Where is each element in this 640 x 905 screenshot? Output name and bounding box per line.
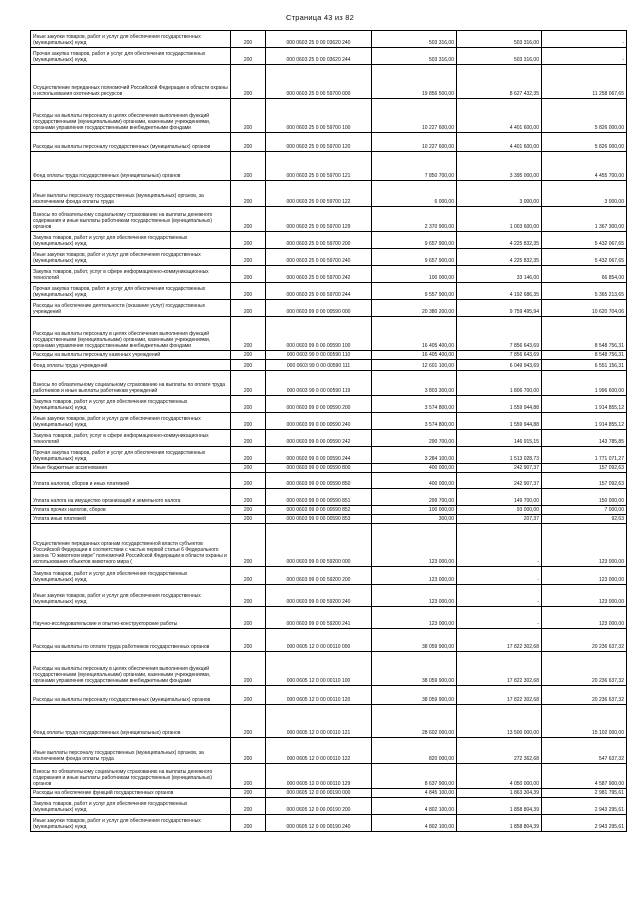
budget-classification-cell: 000 0605 12 0 00 00110 100 (266, 652, 372, 686)
expense-name-cell: Осуществление переданных полномочий Российской Федерации в области охраны и использования охотничьих ресурсов (31, 65, 231, 99)
unexecuted-amount-cell: 123 000,00 (542, 607, 627, 629)
table-row (31, 31, 627, 48)
table-row (31, 283, 627, 300)
expense-name-cell: Иные закупки товаров, работ и услуг для обеспечения государственных (муниципальных) нужд (31, 413, 231, 430)
budget-classification-cell: 000 0603 99 0 00 00590 100 (266, 317, 372, 351)
expense-name-cell: Расходы на обеспечение функций государственных органов (31, 789, 231, 798)
budget-classification-cell: 000 0603 99 0 00 00590 851 (266, 489, 372, 506)
executed-amount-cell: 17 822 302,68 (457, 629, 542, 652)
line-code-cell: 200 (231, 413, 266, 430)
table-row (31, 798, 627, 815)
approved-amount-cell: 9 657 900,00 (372, 232, 457, 249)
executed-amount-cell: 9 759 495,94 (457, 300, 542, 317)
executed-amount-cell: 8 627 432,35 (457, 65, 542, 99)
budget-classification-cell: 000 0605 12 0 00 00110 120 (266, 686, 372, 705)
budget-classification-cell: 000 0603 25 0 00 59700 200 (266, 232, 372, 249)
line-code-cell: 200 (231, 473, 266, 489)
line-code-cell: 200 (231, 567, 266, 585)
line-code-cell: 200 (231, 152, 266, 181)
expense-name-cell: Иные закупки товаров, работ и услуг для обеспечения государственных (муниципальных) нужд (31, 249, 231, 266)
unexecuted-amount-cell: 1 914 855,12 (542, 396, 627, 413)
executed-amount-cell: 242 907,37 (457, 464, 542, 473)
executed-amount-cell: 503 316,00 (457, 48, 542, 65)
table-row (31, 515, 627, 524)
table-row (31, 152, 627, 181)
table-row (31, 232, 627, 249)
budget-classification-cell: 000 0603 25 0 00 59700 000 (266, 65, 372, 99)
budget-execution-table (30, 30, 627, 832)
unexecuted-amount-cell: 15 102 000,00 (542, 705, 627, 738)
table-row (31, 48, 627, 65)
line-code-cell: 200 (231, 738, 266, 764)
budget-classification-cell: 000 0603 99 0 00 59200 200 (266, 567, 372, 585)
expense-name-cell: Закупка товаров, работ и услуг для обеспечения государственных (муниципальных) нужд (31, 232, 231, 249)
unexecuted-amount-cell: 143 785,85 (542, 430, 627, 447)
approved-amount-cell: 16 405 400,00 (372, 317, 457, 351)
executed-amount-cell: - (457, 567, 542, 585)
unexecuted-amount-cell: 20 236 637,32 (542, 629, 627, 652)
expense-name-cell: Закупка товаров, работ, услуг в сфере информационно-коммуникационных технологий (31, 266, 231, 283)
approved-amount-cell: 20 380 200,00 (372, 300, 457, 317)
approved-amount-cell: 16 405 400,00 (372, 351, 457, 360)
unexecuted-amount-cell: 2 981 795,61 (542, 789, 627, 798)
table-row (31, 249, 627, 266)
unexecuted-amount-cell: 157 092,63 (542, 473, 627, 489)
executed-amount-cell: 1 863 304,39 (457, 789, 542, 798)
approved-amount-cell: 28 602 000,00 (372, 705, 457, 738)
table-row (31, 133, 627, 152)
executed-amount-cell: 4 401 600,00 (457, 99, 542, 133)
executed-amount-cell: 1 858 804,39 (457, 815, 542, 832)
unexecuted-amount-cell: - (542, 31, 627, 48)
expense-name-cell: Расходы на выплаты персоналу государственных (муниципальных) органов (31, 686, 231, 705)
table-row (31, 351, 627, 360)
unexecuted-amount-cell: 150 000,00 (542, 489, 627, 506)
line-code-cell: 200 (231, 207, 266, 232)
line-code-cell: 200 (231, 464, 266, 473)
budget-classification-cell: 000 0603 99 0 00 00590 240 (266, 413, 372, 430)
expense-name-cell: Уплата иных платежей (31, 515, 231, 524)
budget-classification-cell: 000 0605 12 0 00 00110 000 (266, 629, 372, 652)
table-row (31, 506, 627, 515)
budget-classification-cell: 000 0603 99 0 00 00590 244 (266, 447, 372, 464)
expense-name-cell: Научно-исследовательские и опытно-конструкторские работы (31, 607, 231, 629)
expense-name-cell: Закупка товаров, работ и услуг для обеспечения государственных (муниципальных) нужд (31, 396, 231, 413)
expense-name-cell: Закупка товаров, работ и услуг для обеспечения государственных (муниципальных) нужд (31, 798, 231, 815)
table-row (31, 371, 627, 396)
unexecuted-amount-cell: 157 092,63 (542, 464, 627, 473)
line-code-cell: 200 (231, 396, 266, 413)
approved-amount-cell: 7 850 700,00 (372, 152, 457, 181)
unexecuted-amount-cell: 20 236 637,32 (542, 686, 627, 705)
budget-classification-cell: 000 0605 12 0 00 00190 200 (266, 798, 372, 815)
approved-amount-cell: 123 000,00 (372, 524, 457, 567)
executed-amount-cell: - (457, 585, 542, 607)
table-row (31, 652, 627, 686)
budget-classification-cell: 000 0603 25 0 00 03620 244 (266, 48, 372, 65)
executed-amount-cell: 1 858 804,39 (457, 798, 542, 815)
table-row (31, 65, 627, 99)
unexecuted-amount-cell: 4 587 900,00 (542, 764, 627, 789)
approved-amount-cell: 123 000,00 (372, 607, 457, 629)
budget-classification-cell: 000 0603 25 0 00 59700 240 (266, 249, 372, 266)
executed-amount-cell: 13 500 000,00 (457, 705, 542, 738)
expense-name-cell: Иные выплаты персоналу государственных (муниципальных) органов, за исключением фонда оплаты труда (31, 181, 231, 207)
executed-amount-cell: 149 700,00 (457, 489, 542, 506)
executed-amount-cell: 1 513 028,73 (457, 447, 542, 464)
expense-name-cell: Иные бюджетные ассигнования (31, 464, 231, 473)
line-code-cell: 200 (231, 283, 266, 300)
expense-name-cell: Прочая закупка товаров, работ и услуг для обеспечения государственных (муниципальных) нужд (31, 48, 231, 65)
executed-amount-cell: 503 316,00 (457, 31, 542, 48)
table-row (31, 789, 627, 798)
budget-classification-cell: 000 0605 12 0 00 00110 129 (266, 764, 372, 789)
unexecuted-amount-cell: 547 637,32 (542, 738, 627, 764)
unexecuted-amount-cell: 6 551 156,31 (542, 360, 627, 371)
approved-amount-cell: 19 856 500,00 (372, 65, 457, 99)
unexecuted-amount-cell: 1 914 855,12 (542, 413, 627, 430)
table-row (31, 705, 627, 738)
line-code-cell: 200 (231, 133, 266, 152)
line-code-cell: 200 (231, 232, 266, 249)
budget-classification-cell: 000 0603 25 0 00 59700 122 (266, 181, 372, 207)
line-code-cell: 200 (231, 249, 266, 266)
unexecuted-amount-cell: 1 771 071,27 (542, 447, 627, 464)
approved-amount-cell: 4 802 100,00 (372, 798, 457, 815)
line-code-cell: 200 (231, 430, 266, 447)
approved-amount-cell: 3 574 800,00 (372, 413, 457, 430)
expense-name-cell: Иные закупки товаров, работ и услуг для обеспечения государственных (муниципальных) нужд (31, 585, 231, 607)
unexecuted-amount-cell: 2 943 295,61 (542, 815, 627, 832)
approved-amount-cell: 3 803 300,00 (372, 371, 457, 396)
table-row (31, 567, 627, 585)
budget-classification-cell: 000 0603 99 0 00 00590 119 (266, 371, 372, 396)
table-row (31, 181, 627, 207)
line-code-cell: 200 (231, 181, 266, 207)
budget-classification-cell: 000 0603 99 0 00 00590 850 (266, 473, 372, 489)
table-row (31, 686, 627, 705)
approved-amount-cell: 290 700,00 (372, 430, 457, 447)
expense-name-cell: Иные закупки товаров, работ и услуг для обеспечения государственных (муниципальных) нужд (31, 31, 231, 48)
table-row (31, 360, 627, 371)
expense-name-cell: Фонд оплаты труда учреждений (31, 360, 231, 371)
unexecuted-amount-cell: 20 236 637,32 (542, 652, 627, 686)
executed-amount-cell: 33 146,00 (457, 266, 542, 283)
budget-classification-cell: 000 0603 99 0 00 00590 111 (266, 360, 372, 371)
expense-name-cell: Закупка товаров, работ и услуг для обеспечения государственных (муниципальных) нужд (31, 567, 231, 585)
unexecuted-amount-cell: 92,63 (542, 515, 627, 524)
budget-classification-cell: 000 0605 12 0 00 00190 000 (266, 789, 372, 798)
executed-amount-cell: 242 907,37 (457, 473, 542, 489)
approved-amount-cell: 400 000,00 (372, 464, 457, 473)
budget-classification-cell: 000 0603 99 0 00 00590 000 (266, 300, 372, 317)
executed-amount-cell: 3 000,00 (457, 181, 542, 207)
executed-amount-cell: 17 822 302,68 (457, 686, 542, 705)
expense-name-cell: Расходы на выплаты персоналу в целях обеспечения выполнения функций государственными (муниципальными) органами, казенными учреждениями, органами управления государственными внебюджетными фондами (31, 317, 231, 351)
table-body (31, 31, 627, 832)
approved-amount-cell: 38 059 900,00 (372, 629, 457, 652)
expense-name-cell: Прочая закупка товаров, работ и услуг для обеспечения государственных (муниципальных) нужд (31, 283, 231, 300)
expense-name-cell: Расходы на выплаты персоналу казенных учреждений (31, 351, 231, 360)
approved-amount-cell: 400 000,00 (372, 473, 457, 489)
line-code-cell: 200 (231, 31, 266, 48)
executed-amount-cell: 207,37 (457, 515, 542, 524)
budget-classification-cell: 000 0605 12 0 00 00190 240 (266, 815, 372, 832)
table-row (31, 447, 627, 464)
approved-amount-cell: 503 316,00 (372, 48, 457, 65)
line-code-cell: 200 (231, 300, 266, 317)
approved-amount-cell: 12 601 100,00 (372, 360, 457, 371)
unexecuted-amount-cell: 10 620 704,06 (542, 300, 627, 317)
approved-amount-cell: 8 637 900,00 (372, 764, 457, 789)
line-code-cell: 200 (231, 447, 266, 464)
line-code-cell: 200 (231, 686, 266, 705)
executed-amount-cell: 272 362,68 (457, 738, 542, 764)
unexecuted-amount-cell: 5 432 067,65 (542, 249, 627, 266)
unexecuted-amount-cell: 123 000,00 (542, 585, 627, 607)
line-code-cell: 200 (231, 789, 266, 798)
expense-name-cell: Иные закупки товаров, работ и услуг для обеспечения государственных (муниципальных) нужд (31, 815, 231, 832)
line-code-cell: 200 (231, 489, 266, 506)
budget-classification-cell: 000 0603 25 0 00 59700 120 (266, 133, 372, 152)
executed-amount-cell: 4 401 600,00 (457, 133, 542, 152)
table-row (31, 207, 627, 232)
unexecuted-amount-cell: 1 367 300,00 (542, 207, 627, 232)
unexecuted-amount-cell: 8 548 756,31 (542, 351, 627, 360)
budget-classification-cell: 000 0603 99 0 00 00590 852 (266, 506, 372, 515)
expense-name-cell: Уплата налога на имущество организаций и земельного налога (31, 489, 231, 506)
approved-amount-cell: 9 657 900,00 (372, 249, 457, 266)
executed-amount-cell: 4 050 000,00 (457, 764, 542, 789)
expense-name-cell: Расходы на обеспечение деятельности (оказание услуг) государственных учреждений (31, 300, 231, 317)
table-row (31, 464, 627, 473)
line-code-cell: 200 (231, 607, 266, 629)
budget-classification-cell: 000 0603 25 0 00 59700 242 (266, 266, 372, 283)
unexecuted-amount-cell: 3 000,00 (542, 181, 627, 207)
executed-amount-cell: 4 225 832,35 (457, 232, 542, 249)
approved-amount-cell: 123 000,00 (372, 567, 457, 585)
approved-amount-cell: 4 802 100,00 (372, 815, 457, 832)
executed-amount-cell: 6 049 943,69 (457, 360, 542, 371)
budget-classification-cell: 000 0603 99 0 00 59200 240 (266, 585, 372, 607)
line-code-cell: 200 (231, 764, 266, 789)
approved-amount-cell: 2 370 900,00 (372, 207, 457, 232)
table-row (31, 738, 627, 764)
unexecuted-amount-cell: - (542, 48, 627, 65)
approved-amount-cell: 10 227 600,00 (372, 99, 457, 133)
line-code-cell: 200 (231, 629, 266, 652)
executed-amount-cell: 1 806 700,00 (457, 371, 542, 396)
expense-name-cell: Уплата прочих налогов, сборов (31, 506, 231, 515)
table-row (31, 607, 627, 629)
unexecuted-amount-cell: 5 826 000,00 (542, 133, 627, 152)
line-code-cell: 200 (231, 515, 266, 524)
unexecuted-amount-cell: 66 854,00 (542, 266, 627, 283)
expense-name-cell: Взносы по обязательному социальному страхованию на выплаты денежного содержания и иные выплаты работникам государственных (муниципальных) органов (31, 764, 231, 789)
budget-classification-cell: 000 0603 99 0 00 00590 853 (266, 515, 372, 524)
executed-amount-cell: 7 856 643,69 (457, 351, 542, 360)
approved-amount-cell: 123 000,00 (372, 585, 457, 607)
expense-name-cell: Фонд оплаты труда государственных (муниципальных) органов (31, 705, 231, 738)
approved-amount-cell: 100 000,00 (372, 266, 457, 283)
line-code-cell: 200 (231, 798, 266, 815)
table-row (31, 473, 627, 489)
line-code-cell: 200 (231, 65, 266, 99)
executed-amount-cell: 17 822 302,68 (457, 652, 542, 686)
line-code-cell: 200 (231, 506, 266, 515)
table-row (31, 489, 627, 506)
budget-classification-cell: 000 0603 25 0 00 03620 240 (266, 31, 372, 48)
expense-name-cell: Расходы на выплаты персоналу в целях обеспечения выполнения функций государственными (муниципальными) органами, казенными учреждениями, органами управления государственными внебюджетными фондами (31, 99, 231, 133)
approved-amount-cell: 100 000,00 (372, 506, 457, 515)
table-row (31, 430, 627, 447)
expense-name-cell: Расходы на выплаты персоналу государственных (муниципальных) органов (31, 133, 231, 152)
executed-amount-cell: 146 915,15 (457, 430, 542, 447)
line-code-cell: 200 (231, 48, 266, 65)
unexecuted-amount-cell: 7 000,00 (542, 506, 627, 515)
line-code-cell: 200 (231, 360, 266, 371)
approved-amount-cell: 6 000,00 (372, 181, 457, 207)
line-code-cell: 200 (231, 351, 266, 360)
table-row (31, 524, 627, 567)
line-code-cell: 200 (231, 815, 266, 832)
line-code-cell: 200 (231, 652, 266, 686)
table-row (31, 317, 627, 351)
unexecuted-amount-cell: 123 000,00 (542, 567, 627, 585)
approved-amount-cell: 300,00 (372, 515, 457, 524)
approved-amount-cell: 820 000,00 (372, 738, 457, 764)
executed-amount-cell: - (457, 607, 542, 629)
table-row (31, 266, 627, 283)
budget-classification-cell: 000 0605 12 0 00 00110 122 (266, 738, 372, 764)
table-row (31, 99, 627, 133)
executed-amount-cell: 1 003 600,00 (457, 207, 542, 232)
approved-amount-cell: 503 316,00 (372, 31, 457, 48)
line-code-cell: 200 (231, 99, 266, 133)
budget-classification-cell: 000 0603 99 0 00 59200 000 (266, 524, 372, 567)
line-code-cell: 200 (231, 266, 266, 283)
budget-classification-cell: 000 0603 25 0 00 59700 100 (266, 99, 372, 133)
table-row (31, 764, 627, 789)
approved-amount-cell: 3 574 800,00 (372, 396, 457, 413)
executed-amount-cell: 7 856 643,69 (457, 317, 542, 351)
expense-name-cell: Взносы по обязательному социальному страхованию на выплаты денежного содержания и иные выплаты работникам государственных (муниципальных) органов (31, 207, 231, 232)
unexecuted-amount-cell: 123 000,00 (542, 524, 627, 567)
expense-name-cell: Прочая закупка товаров, работ и услуг для обеспечения государственных (муниципальных) нужд (31, 447, 231, 464)
executed-amount-cell: 4 192 686,35 (457, 283, 542, 300)
expense-name-cell: Закупка товаров, работ, услуг в сфере информационно-коммуникационных технологий (31, 430, 231, 447)
approved-amount-cell: 9 557 900,00 (372, 283, 457, 300)
line-code-cell: 200 (231, 371, 266, 396)
executed-amount-cell: - (457, 524, 542, 567)
expense-name-cell: Иные выплаты персоналу государственных (муниципальных) органов, за исключением фонда оплаты труда (31, 738, 231, 764)
approved-amount-cell: 3 284 100,00 (372, 447, 457, 464)
approved-amount-cell: 10 227 600,00 (372, 133, 457, 152)
expense-name-cell: Расходы на выплаты персоналу в целях обеспечения выполнения функций государственными (муниципальными) органами, казенными учреждениями, органами управления государственными внебюджетными фондами (31, 652, 231, 686)
unexecuted-amount-cell: 11 258 067,65 (542, 65, 627, 99)
budget-classification-cell: 000 0603 25 0 00 59700 121 (266, 152, 372, 181)
approved-amount-cell: 4 845 100,00 (372, 789, 457, 798)
line-code-cell: 200 (231, 585, 266, 607)
unexecuted-amount-cell: 5 826 000,00 (542, 99, 627, 133)
expense-name-cell: Взносы по обязательному социальному страхованию на выплаты по оплате труда работников и иные выплаты работникам учреждений (31, 371, 231, 396)
expense-name-cell: Фонд оплаты труда государственных (муниципальных) органов (31, 152, 231, 181)
executed-amount-cell: 93 000,00 (457, 506, 542, 515)
executed-amount-cell: 3 395 000,00 (457, 152, 542, 181)
executed-amount-cell: 1 559 944,88 (457, 413, 542, 430)
table-row (31, 396, 627, 413)
budget-classification-cell: 000 0603 99 0 00 00590 110 (266, 351, 372, 360)
line-code-cell: 200 (231, 705, 266, 738)
budget-classification-cell: 000 0603 99 0 00 59200 241 (266, 607, 372, 629)
budget-classification-cell: 000 0605 12 0 00 00110 121 (266, 705, 372, 738)
budget-classification-cell: 000 0603 25 0 00 59700 244 (266, 283, 372, 300)
table-row (31, 815, 627, 832)
budget-classification-cell: 000 0603 25 0 00 59700 129 (266, 207, 372, 232)
table-row (31, 585, 627, 607)
executed-amount-cell: 1 559 944,88 (457, 396, 542, 413)
budget-classification-cell: 000 0603 99 0 00 00590 800 (266, 464, 372, 473)
table-row (31, 413, 627, 430)
expense-name-cell: Осуществление переданных органам государственной власти субъектов Российской Федерации в соответствии с частью первой статьи 6 Федерального закона "О животном мире" полномочий Российской Федерации в области охраны и использования объектов животного мира ( (31, 524, 231, 567)
expense-name-cell: Уплата налогов, сборов и иных платежей (31, 473, 231, 489)
unexecuted-amount-cell: 4 455 700,00 (542, 152, 627, 181)
unexecuted-amount-cell: 2 943 295,61 (542, 798, 627, 815)
unexecuted-amount-cell: 8 548 756,31 (542, 317, 627, 351)
table-row (31, 629, 627, 652)
executed-amount-cell: 4 225 832,35 (457, 249, 542, 266)
expense-name-cell: Расходы на выплаты по оплате труда работников государственных органов (31, 629, 231, 652)
budget-classification-cell: 000 0603 99 0 00 00590 200 (266, 396, 372, 413)
table-row (31, 300, 627, 317)
line-code-cell: 200 (231, 524, 266, 567)
budget-classification-cell: 000 0603 99 0 00 00590 242 (266, 430, 372, 447)
line-code-cell: 200 (231, 317, 266, 351)
approved-amount-cell: 38 059 900,00 (372, 652, 457, 686)
approved-amount-cell: 299 700,00 (372, 489, 457, 506)
unexecuted-amount-cell: 5 432 067,65 (542, 232, 627, 249)
unexecuted-amount-cell: 5 365 213,65 (542, 283, 627, 300)
approved-amount-cell: 38 059 900,00 (372, 686, 457, 705)
unexecuted-amount-cell: 1 996 600,00 (542, 371, 627, 396)
page-number-header: Страница 43 из 82 (286, 13, 354, 22)
